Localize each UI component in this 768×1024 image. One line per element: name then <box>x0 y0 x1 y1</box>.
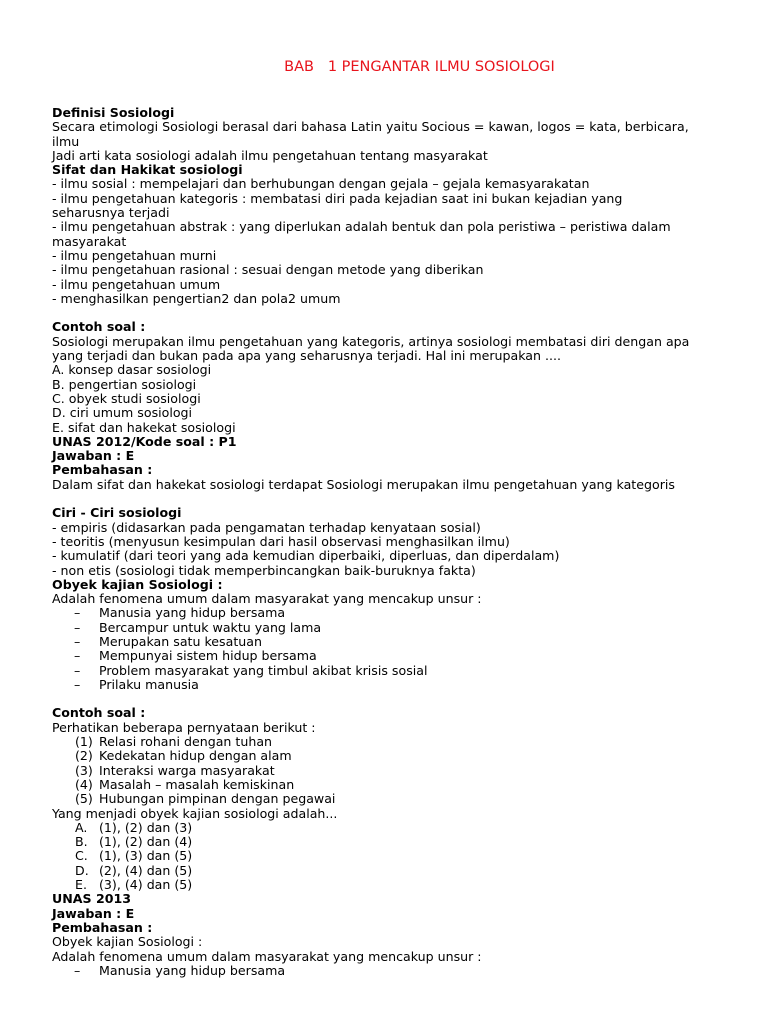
obyek-item <box>52 635 722 649</box>
ciri-heading: Ciri - Ciri sosiologi <box>52 505 182 521</box>
obyek-item <box>52 678 722 692</box>
soal2-option <box>52 878 722 892</box>
soal2-answer: Jawaban : E <box>52 905 135 921</box>
sifat-line: masyarakat <box>52 233 127 249</box>
sifat-line: - ilmu pengetahuan murni <box>52 247 217 263</box>
soal2-discussion-heading: Pembahasan : <box>52 919 153 935</box>
soal2-source: UNAS 2013 <box>52 891 132 907</box>
dash-marker: – <box>74 648 81 664</box>
sifat-line: - ilmu pengetahuan abstrak : yang diperlukan adalah bentuk dan pola peristiwa – peristiwa dalam <box>52 219 671 235</box>
dash-marker: – <box>74 662 81 678</box>
option-letter: C. <box>75 848 88 864</box>
dash-marker: – <box>74 633 81 649</box>
ciri-line: - non etis (sosiologi tidak memperbincangkan baik-buruknya fakta) <box>52 562 476 578</box>
spacer <box>52 306 722 320</box>
option-text: (1), (2) dan (4) <box>99 834 193 850</box>
soal2-option <box>52 835 722 849</box>
statement-number: (5) <box>75 791 93 807</box>
definisi-heading: Definisi Sosiologi <box>52 105 175 120</box>
soal1-discussion: Dalam sifat dan hakekat sosiologi terdapat Sosiologi merupakan ilmu pengetahuan yang kategoris <box>52 476 675 492</box>
soal1-option: A. konsep dasar sosiologi <box>52 362 212 378</box>
definisi-line: ilmu <box>52 133 80 149</box>
definisi-line: Jadi arti kata sosiologi adalah ilmu pengetahuan tentang masyarakat <box>52 147 488 163</box>
spacer <box>52 492 722 506</box>
soal1-answer: Jawaban : E <box>52 448 135 464</box>
statement-text: Kedekatan hidup dengan alam <box>99 748 292 764</box>
ciri-line: - kumulatif (dari teori yang ada kemudian diperbaiki, diperluas, dan diperdalam) <box>52 548 560 564</box>
soal2-statement <box>52 778 722 792</box>
statement-number: (3) <box>75 762 93 778</box>
sifat-line: seharusnya terjadi <box>52 205 170 221</box>
sifat-heading: Sifat dan Hakikat sosiologi <box>52 162 243 178</box>
obyek-item-text: Prilaku manusia <box>99 676 199 692</box>
soal2-question: Yang menjadi obyek kajian sosiologi adalah... <box>52 805 338 821</box>
sifat-line: - ilmu pengetahuan umum <box>52 276 221 292</box>
soal2-statement <box>52 764 722 778</box>
chapter-title: BAB 1 PENGANTAR ILMU SOSIOLOGI <box>284 59 555 75</box>
soal2-statement <box>52 792 722 806</box>
ciri-line: - teoritis (menyusun kesimpulan dari hasil observasi menghasilkan ilmu) <box>52 533 510 549</box>
sifat-line: - ilmu pengetahuan rasional : sesuai dengan metode yang diberikan <box>52 262 484 278</box>
soal2-discussion-item <box>52 964 722 978</box>
dash-marker: – <box>74 962 81 978</box>
option-letter: A. <box>75 819 88 835</box>
obyek-item-text: Merupakan satu kesatuan <box>99 633 262 649</box>
soal1-option: D. ciri umum sosiologi <box>52 405 193 421</box>
soal1-question: yang terjadi dan bukan pada apa yang seharusnya terjadi. Hal ini merupakan .... <box>52 348 561 364</box>
soal2-option <box>52 821 722 835</box>
option-text: (3), (4) dan (5) <box>99 877 193 893</box>
soal1-option: B. pengertian sosiologi <box>52 376 197 392</box>
statement-number: (4) <box>75 776 93 792</box>
soal1-discussion-heading: Pembahasan : <box>52 462 153 478</box>
dash-marker: – <box>74 676 81 692</box>
obyek-item-text: Mempunyai sistem hidup bersama <box>99 648 317 664</box>
sifat-line: - menghasilkan pengertian2 dan pola2 umum <box>52 290 341 306</box>
soal1-heading: Contoh soal : <box>52 319 146 335</box>
sifat-line: - ilmu pengetahuan kategoris : membatasi diri pada kejadian saat ini bukan kejadian yang <box>52 190 623 206</box>
soal2-heading: Contoh soal : <box>52 705 146 721</box>
soal2-discussion: Adalah fenomena umum dalam masyarakat yang mencakup unsur : <box>52 948 482 964</box>
discussion-item-text: Manusia yang hidup bersama <box>99 962 286 978</box>
soal1-option: E. sifat dan hakekat sosiologi <box>52 419 236 435</box>
option-text: (2), (4) dan (5) <box>99 862 193 878</box>
ciri-line: - empiris (didasarkan pada pengamatan terhadap kenyataan sosial) <box>52 519 481 535</box>
option-letter: E. <box>75 877 87 893</box>
dash-marker: – <box>74 605 81 621</box>
spacer <box>52 692 722 706</box>
soal2-intro: Perhatikan beberapa pernyataan berikut : <box>52 719 316 735</box>
obyek-item-text: Bercampur untuk waktu yang lama <box>99 619 322 635</box>
soal2-discussion: Obyek kajian Sosiologi : <box>52 934 203 950</box>
statement-number: (2) <box>75 748 93 764</box>
obyek-item-text: Manusia yang hidup bersama <box>99 605 286 621</box>
soal2-option <box>52 849 722 863</box>
statement-text: Masalah – masalah kemiskinan <box>99 776 295 792</box>
statement-text: Hubungan pimpinan dengan pegawai <box>99 791 336 807</box>
soal2-statement <box>52 749 722 763</box>
definisi-line: Secara etimologi Sosiologi berasal dari bahasa Latin yaitu Socious = kawan, logos = kata, berbicara, <box>52 119 689 135</box>
soal1-question: Sosiologi merupakan ilmu pengetahuan yang kategoris, artinya sosiologi membatasi diri dengan apa <box>52 333 690 349</box>
option-letter: D. <box>75 862 89 878</box>
obyek-heading: Obyek kajian Sosiologi : <box>52 576 223 592</box>
soal2-statement <box>52 735 722 749</box>
obyek-item <box>52 664 722 678</box>
statement-text: Interaksi warga masyarakat <box>99 762 275 778</box>
soal1-source: UNAS 2012/Kode soal : P1 <box>52 433 237 449</box>
soal2-option <box>52 864 722 878</box>
obyek-intro: Adalah fenomena umum dalam masyarakat yang mencakup unsur : <box>52 591 482 607</box>
option-letter: B. <box>75 834 88 850</box>
dash-marker: – <box>74 619 81 635</box>
soal1-option: C. obyek studi sosiologi <box>52 390 201 406</box>
obyek-item <box>52 649 722 663</box>
statement-number: (1) <box>75 734 93 750</box>
obyek-item-text: Problem masyarakat yang timbul akibat krisis sosial <box>99 662 428 678</box>
option-text: (1), (2) dan (3) <box>99 819 193 835</box>
sifat-line: - ilmu sosial : mempelajari dan berhubungan dengan gejala – gejala kemasyarakatan <box>52 176 590 192</box>
obyek-item <box>52 621 722 635</box>
obyek-item <box>52 606 722 620</box>
statement-text: Relasi rohani dengan tuhan <box>99 734 273 750</box>
option-text: (1), (3) dan (5) <box>99 848 193 864</box>
document-body <box>52 106 722 978</box>
